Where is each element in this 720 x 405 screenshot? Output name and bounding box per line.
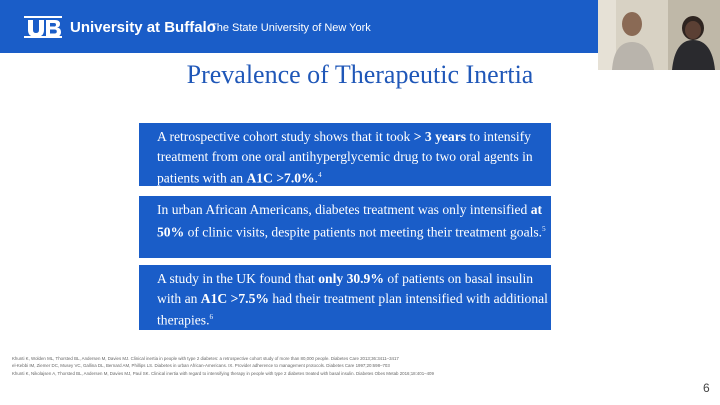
finding-1-citation: 4 [318, 171, 322, 179]
page-number: 6 [703, 381, 710, 395]
finding-text-3 [157, 269, 551, 330]
slide-title: Prevalence of Therapeutic Inertia [186, 60, 534, 89]
finding-3-text-b: of patients on basal insulin with an [157, 271, 534, 306]
finding-2-text-a: In urban African Americans, diabetes treatment was only intensified [157, 202, 531, 217]
finding-box-2 [139, 196, 551, 258]
finding-box-3 [139, 265, 551, 330]
finding-text-1 [157, 127, 551, 188]
finding-1-highlight-a: > 3 years [413, 129, 467, 144]
finding-1-text-c: . [314, 170, 319, 186]
reference-item: Khunti K, Nikolajsen A, Thorsted BL, Andersen M, Davies MJ, Paul SK. Clinical inertia with regard to intensifying therapy in people with type 2 diabetes treated with basal insulin. Diabetes Obes Metab 2016;18:401–409 [12, 370, 434, 376]
finding-box-1 [139, 123, 551, 186]
references [12, 355, 712, 377]
reference-item: el-Kebbi IM, Ziemer DC, Musey VC, Gallina DL, Bernard AM, Phillips LS. Diabetes in urban African-Americans. IX. Provider adherence to management protocols. Diabetes Care 1997;20:698–703 [12, 363, 390, 369]
ub-logo-icon [22, 14, 64, 40]
finding-3-highlight-b: A1C >7.5% [200, 290, 269, 306]
finding-3-text-a: A study in the UK found that [157, 271, 319, 286]
finding-1-highlight-b: A1C >7.0% [246, 170, 315, 186]
finding-3-citation: 6 [209, 313, 213, 321]
finding-1-text-b: to intensify treatment from one oral antihyperglycemic drug to two oral agents in patients with an [157, 129, 533, 186]
finding-3-text-c: had their treatment plan intensified with additional therapies. [157, 290, 548, 328]
university-subtitle: The State University of New York [210, 22, 371, 34]
university-name: University at Buffalo [70, 19, 216, 36]
finding-2-highlight-a: at 50% [157, 202, 543, 240]
finding-3-highlight-a: only 30.9% [318, 271, 384, 286]
finding-2-text-b: of clinic visits, despite patients not meeting their treatment goals. [184, 224, 543, 240]
finding-text-2 [157, 200, 551, 242]
finding-1-text-a: A retrospective cohort study shows that it took [157, 129, 414, 144]
reference-item: Khunti K, Wolden ML, Thorsted BL, Andersen M, Davies MJ. Clinical inertia in people with type 2 diabetes: a retrospective cohort study of more than 80,000 people. Diabetes Care 2013;36:3411–3417 [12, 356, 399, 361]
finding-2-citation: 5 [542, 224, 546, 233]
